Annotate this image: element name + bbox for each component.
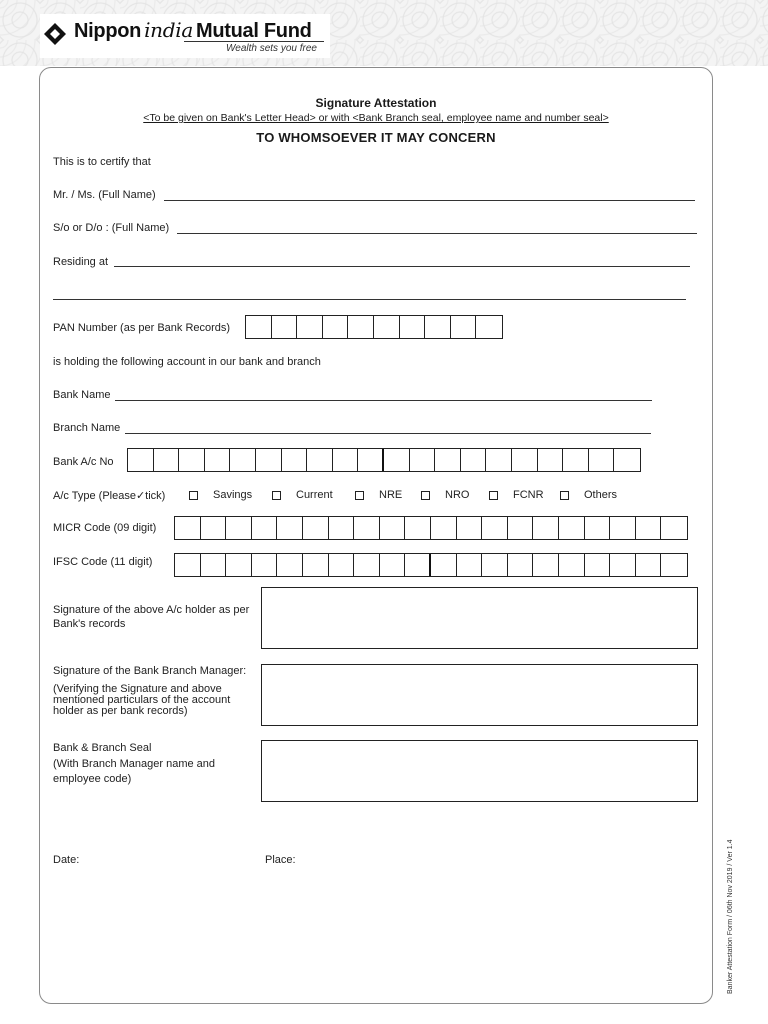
place-label: Place:	[265, 854, 296, 866]
brand-name: Nippon india Mutual Fund	[74, 18, 312, 42]
form-title: Signature Attestation	[315, 96, 437, 110]
micr-label: MICR Code (09 digit)	[53, 522, 157, 534]
address-field-line-2[interactable]	[53, 299, 686, 300]
manager-signature-box[interactable]	[261, 664, 698, 726]
holding-text: is holding the following account in our bank and branch	[53, 356, 321, 368]
address-field-line-1[interactable]	[114, 266, 690, 267]
so-do-label: S/o or D/o : (Full Name)	[53, 222, 170, 234]
nro-checkbox[interactable]	[421, 491, 430, 500]
bank-seal-box[interactable]	[261, 740, 698, 802]
ifsc-label: IFSC Code (11 digit)	[53, 556, 153, 568]
full-name-field[interactable]	[164, 200, 695, 201]
current-label: Current	[296, 489, 333, 501]
branch-name-field[interactable]	[125, 433, 651, 434]
ac-type-label: A/c Type (Please✓tick)	[53, 490, 166, 502]
residing-label: Residing at	[53, 256, 109, 268]
form-concern-heading: TO WHOMSOEVER IT MAY CONCERN	[256, 130, 496, 145]
holder-signature-box[interactable]	[261, 587, 698, 649]
nre-checkbox[interactable]	[355, 491, 364, 500]
others-label: Others	[584, 489, 618, 501]
fcnr-label: FCNR	[513, 489, 544, 501]
fcnr-checkbox[interactable]	[489, 491, 498, 500]
form-version-text: Banker Attestation Form / 06th Nov 2019 / Ver 1.4	[727, 839, 734, 994]
form-subtitle: <To be given on Bank's Letter Head> or with <Bank Branch seal, employee name and number seal>	[143, 112, 609, 124]
brand-underline	[184, 41, 324, 42]
nro-label: NRO	[445, 489, 470, 501]
so-do-field[interactable]	[177, 233, 697, 234]
certify-text: This is to certify that	[53, 156, 151, 168]
ifsc-code-field[interactable]	[174, 553, 688, 577]
micr-code-field[interactable]	[174, 516, 688, 540]
others-checkbox[interactable]	[560, 491, 569, 500]
seal-label: Bank & Branch Seal	[53, 742, 152, 754]
pan-label: PAN Number (as per Bank Records)	[53, 322, 231, 334]
nre-label: NRE	[379, 489, 403, 501]
seal-note: (With Branch Manager name and employee code)	[53, 758, 216, 785]
brand-logo	[40, 14, 330, 58]
account-number-field[interactable]	[127, 448, 641, 472]
full-name-label: Mr. / Ms. (Full Name)	[53, 189, 156, 201]
date-label: Date:	[53, 854, 80, 866]
holder-signature-label: Signature of the above A/c holder as per Bank's records	[53, 604, 250, 630]
current-checkbox[interactable]	[272, 491, 281, 500]
diamond-logo-icon	[44, 23, 66, 45]
bank-name-field[interactable]	[115, 400, 652, 401]
savings-checkbox[interactable]	[189, 491, 198, 500]
manager-signature-label: Signature of the Bank Branch Manager:	[53, 665, 247, 677]
brand-tagline: Wealth sets you free	[226, 43, 317, 54]
manager-signature-note: (Verifying the Signature and above mentioned particulars of the account holder as per bank records)	[53, 683, 231, 717]
pan-number-field[interactable]	[245, 315, 503, 339]
account-no-label: Bank A/c No	[53, 456, 114, 468]
branch-name-label: Branch Name	[53, 422, 121, 434]
savings-label: Savings	[213, 489, 253, 501]
bank-name-label: Bank Name	[53, 389, 111, 401]
